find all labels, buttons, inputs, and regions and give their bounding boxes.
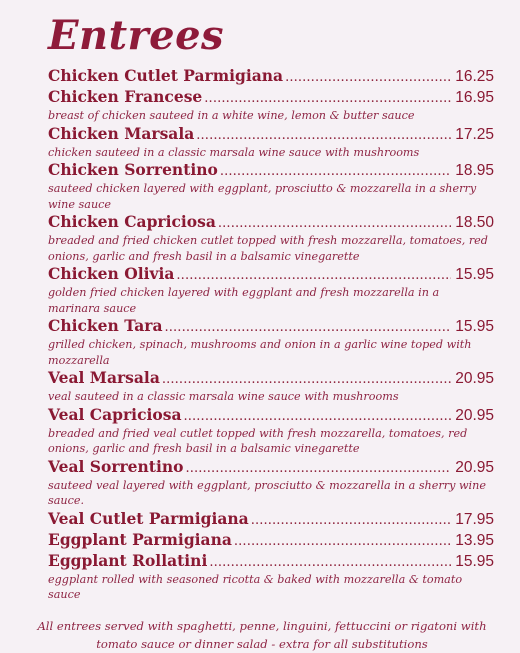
menu-item-description: eggplant rolled with seasoned ricotta & baked with mozzarella & tomato sauce (48, 572, 463, 601)
dot-leader (204, 91, 451, 106)
menu-item (48, 264, 498, 316)
dot-leader (251, 513, 452, 528)
menu-item-price: 17.95 (455, 510, 494, 528)
menu-item-name: Veal Capriciosa (48, 404, 182, 424)
menu-item-row (48, 316, 498, 337)
menu-item-description: breaded and fried veal cutlet topped with fresh mozzarella, tomatoes, red onions, garlic and fresh basil in a balsamic vinegarette (48, 426, 468, 455)
dot-leader (209, 555, 451, 570)
menu-item (48, 316, 498, 368)
menu-item (48, 212, 498, 264)
menu-item-row (48, 87, 498, 108)
entree-list (48, 66, 498, 603)
menu-item-row (48, 405, 498, 426)
menu-item-description: breast of chicken sauteed in a white wine, lemon & butter sauce (48, 109, 415, 122)
dot-leader (165, 320, 452, 335)
menu-item-row (48, 368, 498, 389)
menu-item (48, 87, 498, 124)
menu-item-row (48, 457, 498, 478)
menu-item-price: 20.95 (455, 458, 494, 476)
menu-item-description: grilled chicken, spinach, mushrooms and onion in a garlic wine toped with mozzarella (48, 338, 472, 367)
menu-item-price: 13.95 (455, 531, 494, 549)
menu-item-name: Chicken Sorrentino (48, 160, 218, 179)
menu-item (48, 457, 498, 509)
menu-item-name: Veal Marsala (48, 368, 160, 387)
menu-item-name: Chicken Marsala (48, 123, 195, 143)
menu-item-row (48, 530, 498, 551)
menu-item-description: golden fried chicken layered with eggplant and fresh mozzarella in a marinara sauce (48, 286, 440, 315)
menu-item (48, 530, 498, 551)
menu-item-row (48, 551, 498, 572)
dot-leader (185, 461, 451, 476)
dot-leader (196, 128, 451, 143)
menu-item (48, 124, 498, 161)
menu-item (48, 66, 498, 87)
menu-item-description: breaded and fried chicken cutlet topped with fresh mozzarella, tomatoes, red onions, garlic and fresh basil in a balsamic vinegarette (48, 234, 488, 263)
menu-item-price: 18.95 (455, 162, 494, 179)
menu-item-price: 15.95 (455, 318, 494, 335)
menu-item-row (48, 212, 498, 233)
menu-item-name: Eggplant Rollatini (48, 550, 208, 570)
menu-item-price: 18.50 (455, 214, 494, 231)
menu-item-name: Veal Cutlet Parmigiana (48, 508, 249, 528)
menu-item (48, 551, 498, 603)
dot-leader (176, 268, 451, 283)
menu-item-price: 16.25 (455, 68, 494, 85)
dot-leader (285, 70, 451, 85)
menu-item-price: 17.25 (455, 125, 494, 143)
menu-item-name: Chicken Tara (48, 316, 163, 335)
dot-leader (220, 164, 451, 179)
menu-item (48, 509, 498, 530)
footer-note: All entrees served with spaghetti, penne, linguini, fettuccini or rigatoni with tomato sauce or dinner salad - extra for all substitutions (37, 618, 487, 651)
menu-item-row (48, 264, 498, 285)
dot-leader (162, 372, 451, 387)
menu-item-name: Chicken Francese (48, 87, 203, 106)
menu-item-row (48, 509, 498, 530)
menu-item-description: sauteed veal layered with eggplant, prosciutto & mozzarella in a sherry wine sauce. (48, 478, 486, 507)
dot-leader (234, 534, 451, 549)
menu-item-price: 15.95 (455, 552, 494, 570)
menu-item-row (48, 66, 498, 87)
menu-item-row (48, 160, 498, 181)
page-title: Entrees (48, 12, 225, 59)
menu-item-description: sauteed chicken layered with eggplant, prosciutto & mozzarella in a sherry wine sauce (48, 182, 477, 211)
menu-item (48, 368, 498, 405)
menu-item-description: chicken sauteed in a classic marsala wine sauce with mushrooms (48, 145, 420, 159)
menu-item-description: veal sauteed in a classic marsala wine sauce with mushrooms (48, 390, 399, 403)
menu-item-price: 20.95 (455, 370, 494, 387)
dot-leader (218, 216, 451, 231)
menu-item-row (48, 124, 498, 145)
menu-item-name: Veal Sorrentino (48, 456, 184, 476)
menu-item-name: Chicken Cutlet Parmigiana (48, 66, 284, 85)
menu-item (48, 160, 498, 212)
menu-item-name: Eggplant Parmigiana (48, 529, 232, 549)
menu-item (48, 405, 498, 457)
dot-leader (184, 409, 452, 424)
menu-item-price: 20.95 (455, 406, 494, 424)
menu-item-price: 16.95 (455, 89, 494, 106)
menu-item-price: 15.95 (455, 266, 494, 283)
menu-item-name: Chicken Capriciosa (48, 212, 216, 231)
menu-item-name: Chicken Olivia (48, 264, 175, 283)
